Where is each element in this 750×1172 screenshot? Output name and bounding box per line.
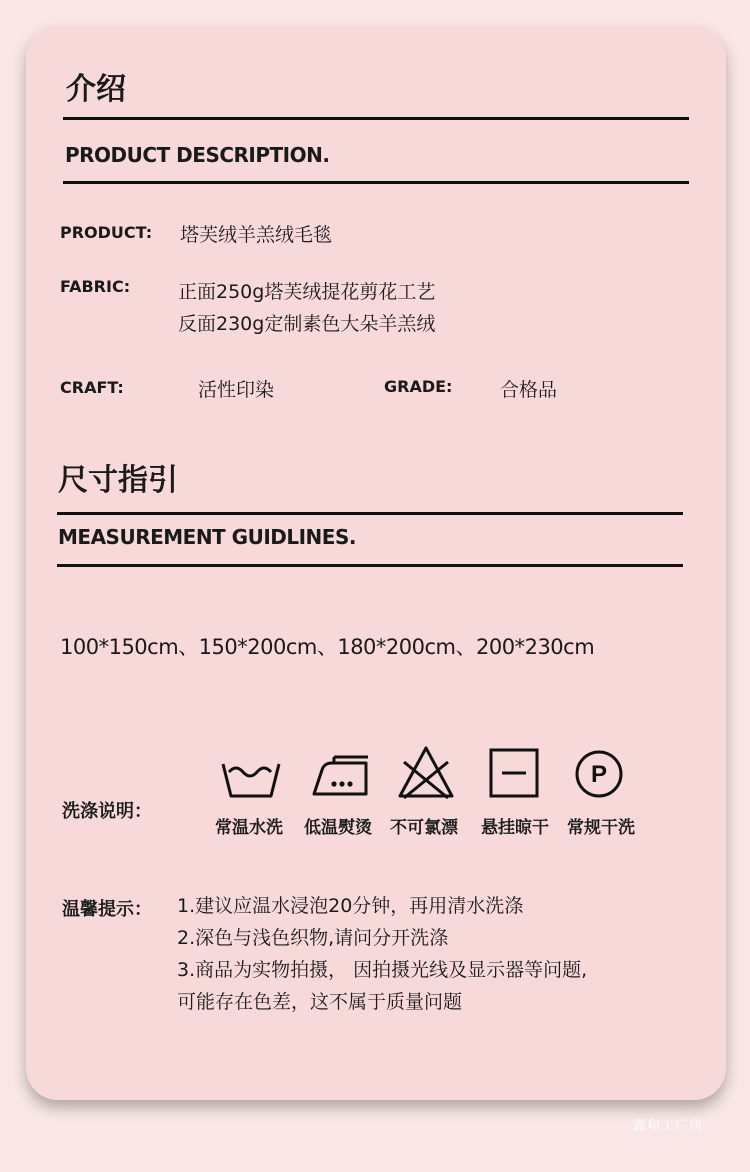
tip-line-2: 2.深色与浅色织物,请问分开洗涤 [177,927,449,949]
craft-label: CRAFT: [60,378,124,397]
fabric-line-2: 反面230g定制素色大朵羊羔绒 [178,313,436,335]
fabric-line-1: 正面250g塔芙绒提花剪花工艺 [178,281,436,303]
fabric-label: FABRIC: [60,277,131,296]
intro-title-cn: 介绍 [66,72,126,107]
measure-title-en: MEASUREMENT GUIDLINES. [58,525,356,549]
measure-title-cn: 尺寸指引 [58,463,178,498]
grade-label: GRADE: [384,377,453,396]
craft-value: 活性印染 [198,379,275,401]
care-item-label: 不可氯漂 [390,818,458,838]
divider [63,117,689,120]
intro-title-en: PRODUCT DESCRIPTION. [65,143,330,167]
tip-line-1: 1.建议应温水浸泡20分钟，再用清水洗涤 [177,895,524,917]
divider [57,564,683,567]
care-item-label: 低温熨烫 [304,818,372,838]
care-item-label: 常规干洗 [567,818,635,838]
divider [57,512,683,515]
no-bleach-icon [396,744,456,800]
tip-line-4: 可能存在色差，这不属于质量问题 [177,991,463,1013]
divider [63,181,689,184]
hand-wash-icon [220,756,282,800]
tip-line-3: 3.商品为实物拍摄， 因拍摄光线及显示器等问题, [177,959,588,981]
care-item-label: 常温水洗 [215,818,283,838]
size-list: 100*150cm、150*200cm、180*200cm、200*230cm [60,635,595,659]
dry-clean-icon [573,748,625,800]
care-item-label: 悬挂晾干 [481,818,549,838]
grade-value: 合格品 [500,379,558,401]
hang-dry-icon [488,747,540,799]
care-label: 洗涤说明： [62,801,152,822]
tips-label: 温馨提示： [62,899,152,920]
product-value: 塔芙绒羊羔绒毛毯 [180,224,333,246]
watermark-bottom: 鑫和工厂店 [633,1119,704,1134]
product-label: PRODUCT: [60,223,153,242]
iron-icon [310,754,372,798]
svg-text:P: P [590,761,608,788]
